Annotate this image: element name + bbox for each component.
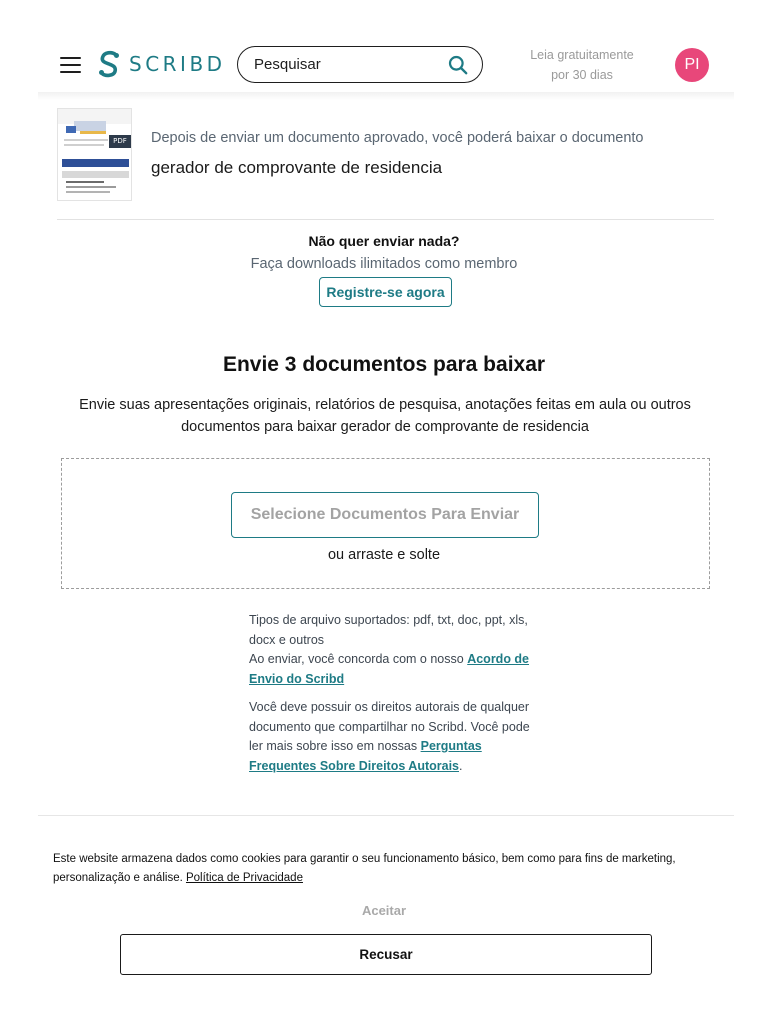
promo-heading: Não quer enviar nada? <box>308 233 460 249</box>
document-download-note: Depois de enviar um documento aprovado, você poderá baixar o documento <box>151 130 644 146</box>
upload-description: Envie suas apresentações originais, relatórios de pesquisa, anotações feitas em aula ou outros documentos para baixar gerador de comprovante de residencia <box>79 397 691 435</box>
search-bar[interactable] <box>237 46 483 83</box>
cookie-text: Este website armazena dados como cookies para garantir o seu funcionamento básico, bem como para fins de marketing, personalização e análise. <box>53 853 676 884</box>
trial-line-2: por 30 dias <box>551 68 613 82</box>
divider <box>57 219 714 220</box>
top-header <box>0 0 768 92</box>
pdf-badge: PDF <box>109 135 131 148</box>
document-thumbnail[interactable] <box>57 108 132 201</box>
refuse-cookies-button[interactable]: Recusar <box>120 934 652 975</box>
promo-subtitle: Faça downloads ilimitados como membro <box>250 256 518 272</box>
document-title[interactable]: gerador de comprovante de residencia <box>151 158 443 177</box>
upload-agreement-link[interactable]: Acordo de Envio do Scribd <box>249 652 530 686</box>
copyright-text: Você deve possuir os direitos autorais de qualquer documento que compartilhar no Scribd. Você pode ler mais sobre isso em nossas <box>249 700 530 753</box>
logo-wordmark: SCRIBD <box>129 52 226 76</box>
copyright-faq-link[interactable]: Perguntas Frequentes Sobre Direitos Autorais <box>249 739 482 773</box>
divider <box>38 815 734 816</box>
agreement-prefix: Ao enviar, você concorda com o nosso <box>249 652 464 666</box>
register-button[interactable]: Registre-se agora <box>319 277 452 307</box>
hamburger-menu-icon[interactable] <box>60 57 81 73</box>
user-avatar[interactable]: PI <box>675 48 709 82</box>
upload-heading: Envie 3 documentos para baixar <box>222 353 546 376</box>
select-documents-button[interactable]: Selecione Documentos Para Enviar <box>231 492 539 538</box>
header-shadow <box>38 92 734 100</box>
privacy-policy-link[interactable]: Política de Privacidade <box>185 872 303 884</box>
trial-line-1: Leia gratuitamente <box>530 48 634 62</box>
search-icon[interactable] <box>448 55 468 75</box>
copyright-suffix: . <box>459 758 463 773</box>
supported-filetypes: Tipos de arquivo suportados: pdf, txt, doc, ppt, xls, docx e outros <box>249 613 528 647</box>
accept-cookies-button[interactable]: Aceitar <box>0 903 768 918</box>
search-input[interactable] <box>254 56 434 73</box>
scribd-logo[interactable] <box>97 50 226 78</box>
upload-terms <box>249 611 531 689</box>
free-trial-link[interactable] <box>520 45 644 85</box>
cookie-notice <box>53 850 723 888</box>
drag-and-drop-hint: ou arraste e solte <box>327 547 441 563</box>
copyright-notice <box>249 698 531 776</box>
scribd-logo-icon <box>97 50 121 78</box>
